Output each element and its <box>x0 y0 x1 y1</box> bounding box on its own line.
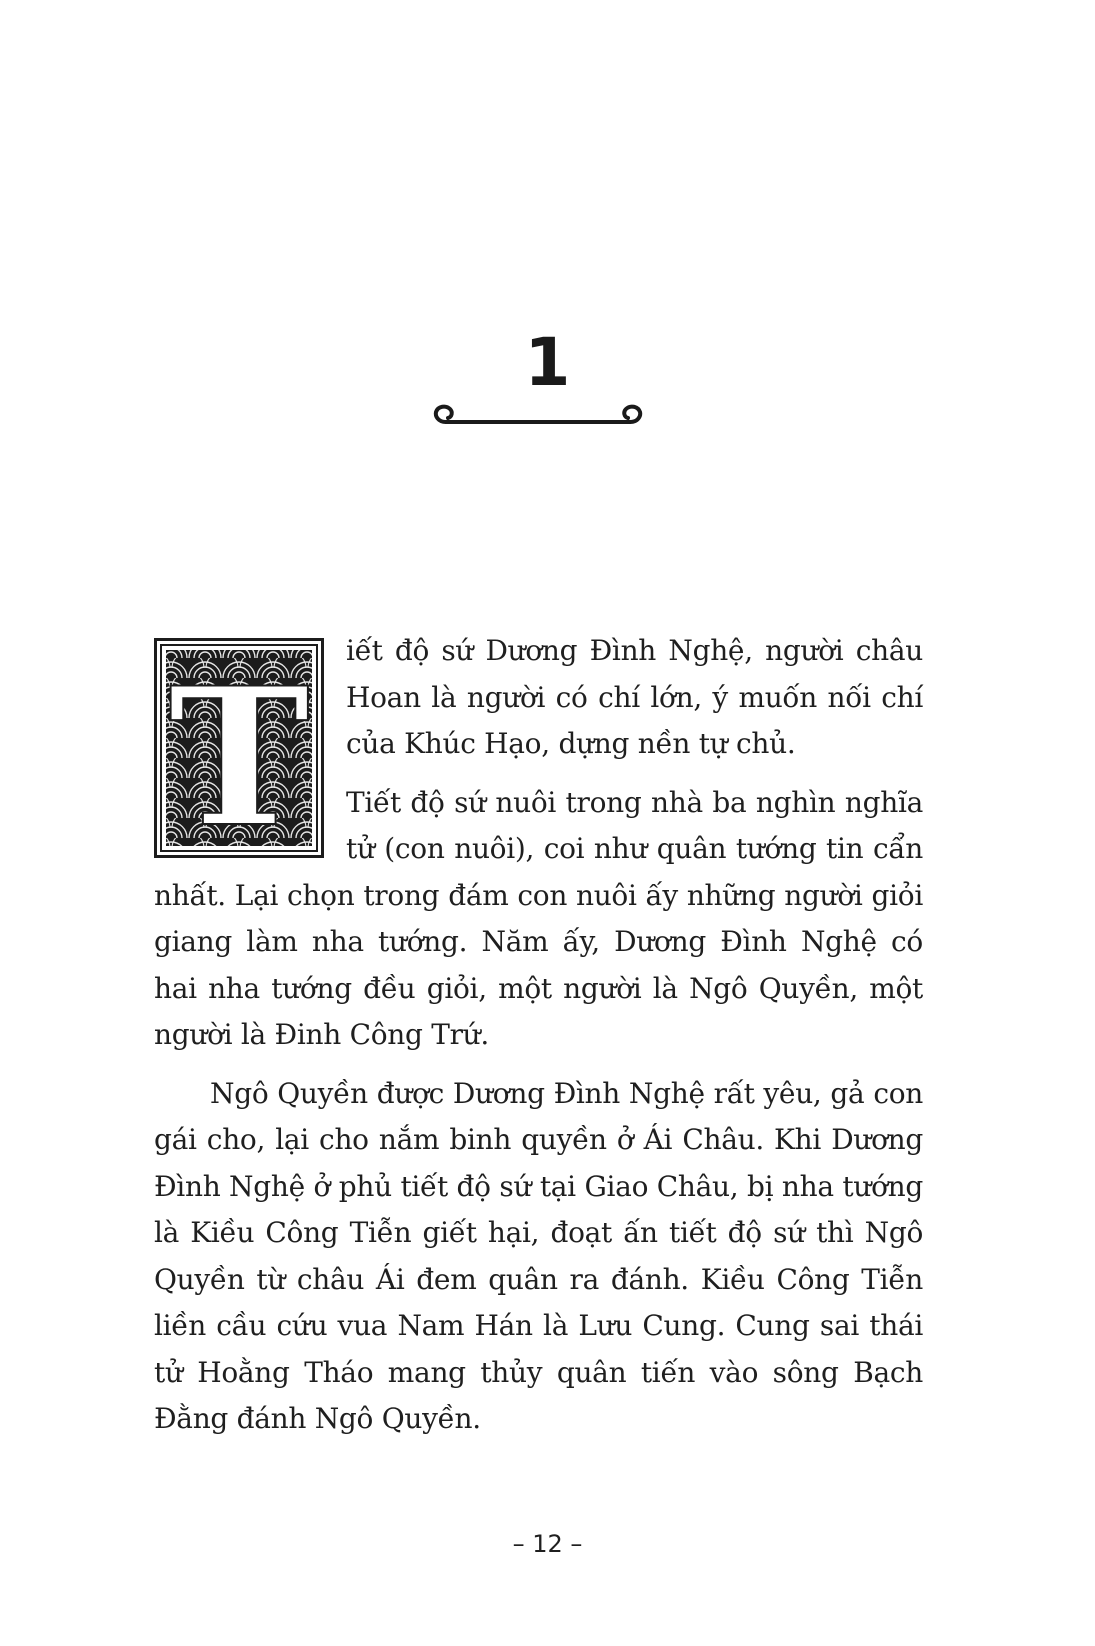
chapter-number: 1 <box>524 324 571 401</box>
page-number: – 12 – <box>512 1530 583 1558</box>
paragraph-3: Ngô Quyền được Dương Đình Nghệ rất yêu, gả con gái cho, lại cho nắm binh quyền ở Ái Châu. Khi Dương Đình Nghệ ở phủ tiết độ sứ tại Giao Châu, bị nha tướng là Kiều Công Tiễn giết hại, đoạt ấn tiết độ sứ thì Ngô Quyền từ châu Ái đem quân ra đánh. Kiều Công Tiễn liền cầu cứu vua Nam Hán là Lưu Cung. Cung sai thái tử Hoằng Tháo mang thủy quân tiến vào sông Bạch Đằng đánh Ngô Quyền. <box>154 1076 923 1435</box>
dropcap-letter-block <box>154 638 324 858</box>
chapter-text <box>154 628 923 1443</box>
chapter-divider-ornament <box>432 403 644 433</box>
paragraph-2: Tiết độ sứ nuôi trong nhà ba nghìn nghĩa tử (con nuôi), coi như quân tướng tin cẩn nhất. Lại chọn trong đám con nuôi ấy những người giỏi giang làm nha tướng. Năm ấy, Dương Đình Nghệ có hai nha tướng đều giỏi, một người là Ngô Quyền, một người là Đinh Công Trứ. <box>154 785 923 1051</box>
paragraph-1: iết độ sứ Dương Đình Nghệ, người châu Hoan là người có chí lớn, ý muốn nối chí của Khúc Hạo, dựng nền tự chủ. <box>346 634 923 760</box>
dropcap-letter: T <box>168 646 310 858</box>
